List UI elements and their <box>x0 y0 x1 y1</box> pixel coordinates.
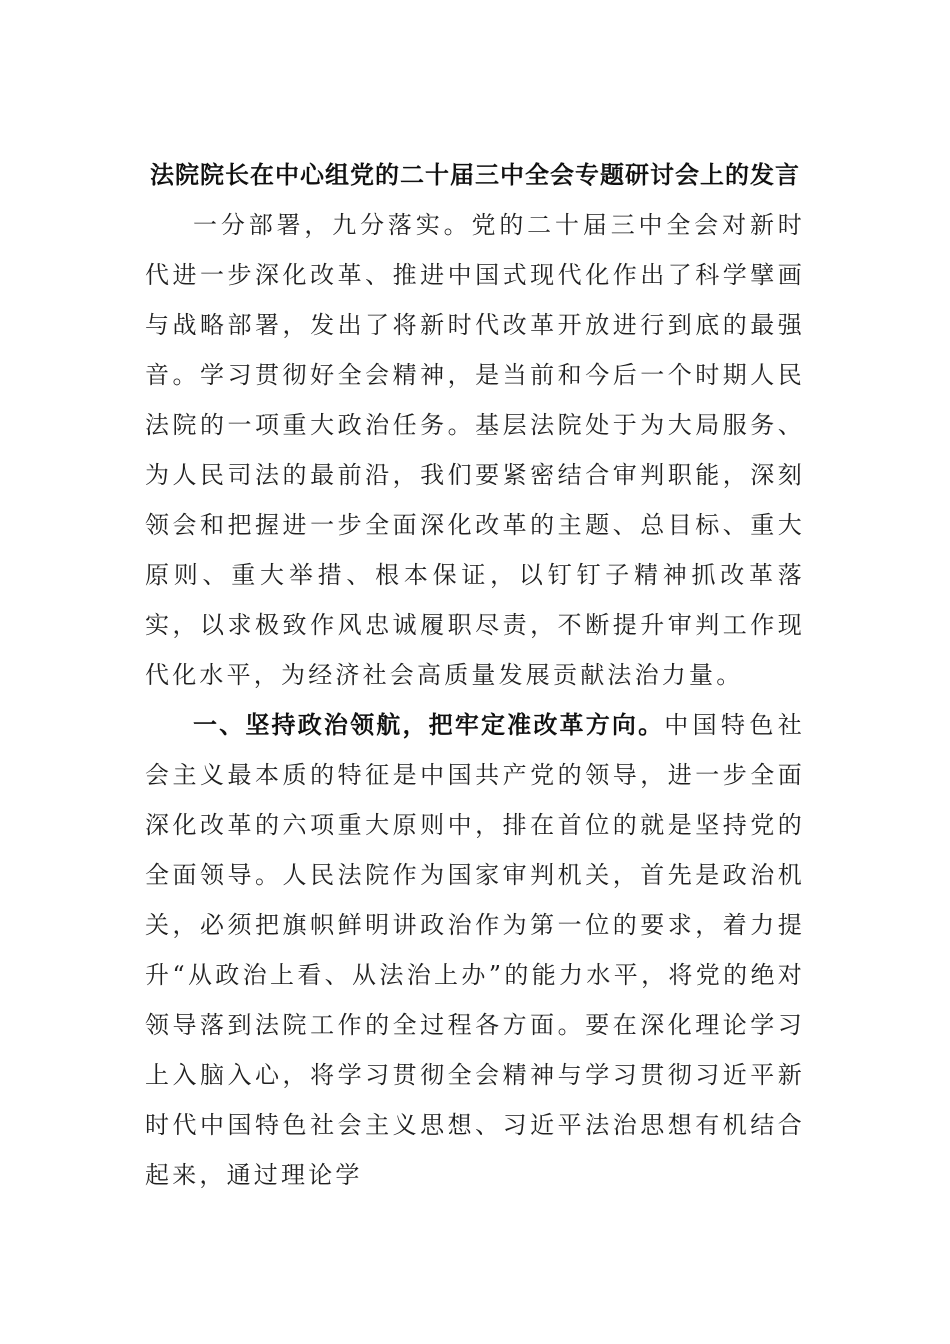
paragraph-intro <box>145 200 805 700</box>
paragraph-section-1 <box>145 700 805 1200</box>
document-page <box>145 150 805 1200</box>
document-title: 法院院长在中心组党的二十届三中全会专题研讨会上的发言 <box>150 161 800 189</box>
paragraph-text: 一分部署，九分落实。党的二十届三中全会对新时代进一步深化改革、推进中国式现代化作出了科学擘画与战略部署，发出了将新时代改革开放进行到底的最强音。学习贯彻好全会精神，是当前和今后一个时期人民法院的一项重大政治任务。基层法院处于为大局服务、为人民司法的最前沿，我们要紧密结合审判职能，深刻领会和把握进一步全面深化改革的主题、总目标、重大原则、重大举措、根本保证，以钉钉子精神抓改革落实，以求极致作风忠诚履职尽责，不断提升审判工作现代化水平，为经济社会高质量发展贡献法治力量。 <box>145 211 805 689</box>
section-heading: 一、坚持政治领航，把牢定准改革方向。 <box>193 711 665 739</box>
paragraph-text: 中国特色社会主义最本质的特征是中国共产党的领导，进一步全面深化改革的六项重大原则中，排在首位的就是坚持党的全面领导。人民法院作为国家审判机关，首先是政治机关，必须把旗帜鲜明讲政治作为第一位的要求，着力提升“从政治上看、从法治上办”的能力水平，将党的绝对领导落到法院工作的全过程各方面。要在深化理论学习上入脑入心，将学习贯彻全会精神与学习贯彻习近平新时代中国特色社会主义思想、习近平法治思想有机结合起来，通过理论学 <box>145 711 806 1189</box>
